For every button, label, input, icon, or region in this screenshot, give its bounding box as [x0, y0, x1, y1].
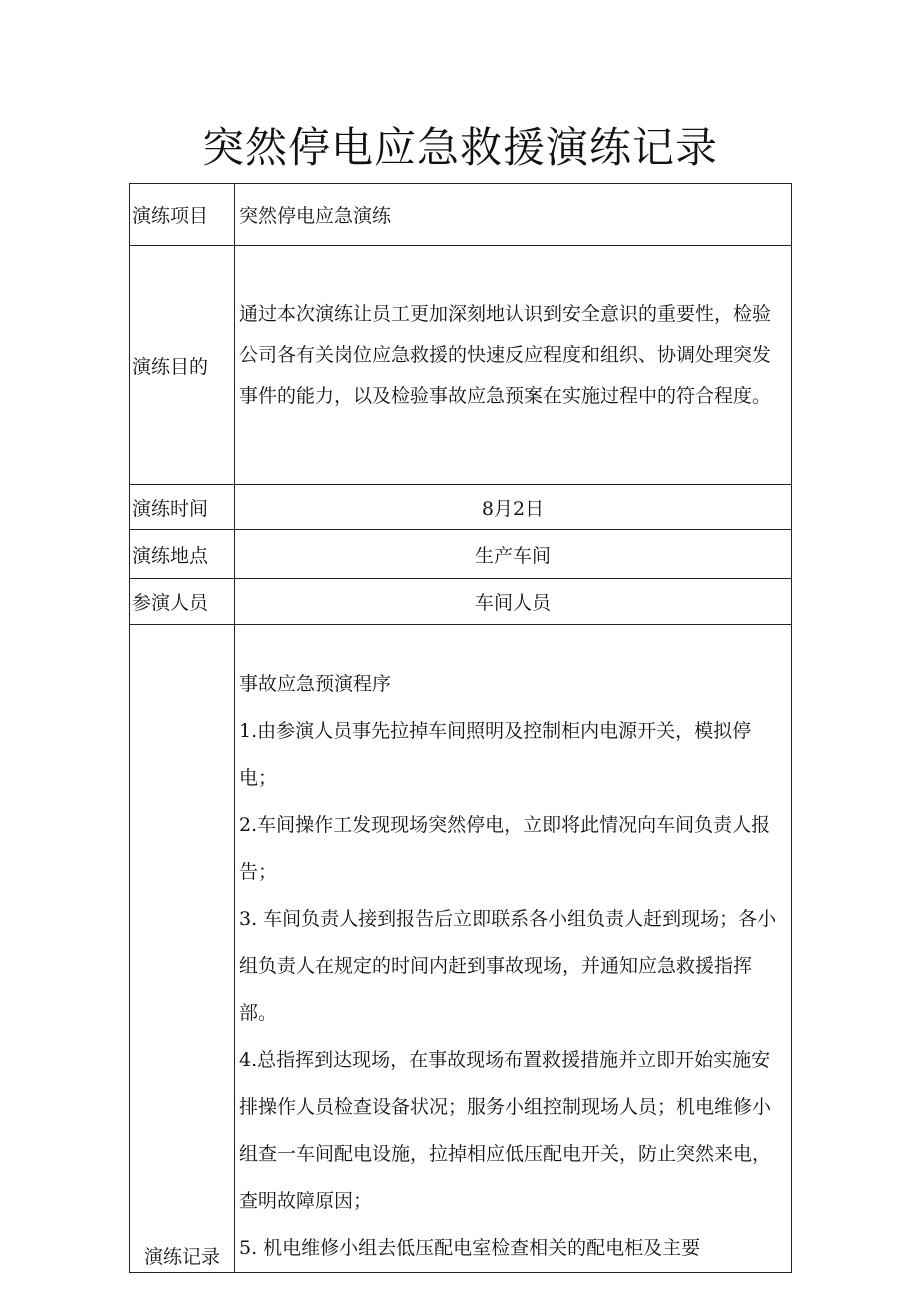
- table-row: [130, 184, 792, 246]
- record-step: 2.车间操作工发现现场突然停电，立即将此情况向车间负责人报告；: [239, 814, 771, 883]
- drill-place-value: 生产车间: [235, 530, 792, 579]
- drill-item-label: 演练项目: [130, 184, 235, 246]
- participants-value: 车间人员: [235, 579, 792, 625]
- table-row: [130, 530, 792, 579]
- drill-place-label: 演练地点: [130, 530, 235, 579]
- record-step: 5. 机电维修小组去低压配电室检查相关的配电柜及主要: [239, 1237, 701, 1259]
- table-row: [130, 579, 792, 625]
- record-step: 1.由参演人员事先拉掉车间照明及控制柜内电源开关，模拟停电；: [239, 720, 752, 789]
- drill-record-table: [129, 183, 792, 1273]
- participants-label: 参演人员: [130, 579, 235, 625]
- drill-record-content: [235, 625, 792, 1273]
- table-row: [130, 625, 792, 1273]
- drill-purpose-label: 演练目的: [130, 246, 235, 485]
- drill-item-value: 突然停电应急演练: [235, 184, 792, 246]
- record-heading: 事故应急预演程序: [239, 673, 392, 695]
- drill-record-label: 演练记录: [130, 625, 235, 1273]
- table-row: [130, 485, 792, 530]
- drill-time-value: 8月2日: [235, 485, 792, 530]
- drill-purpose-value: 通过本次演练让员工更加深刻地认识到安全意识的重要性，检验公司各有关岗位应急救援的快速反应程度和组织、协调处理突发事件的能力，以及检验事故应急预案在实施过程中的符合程度。: [235, 246, 792, 485]
- record-step: 3. 车间负责人接到报告后立即联系各小组负责人赶到现场；各小组负责人在规定的时间内赶到事故现场，并通知应急救援指挥部。: [239, 908, 777, 1024]
- table-row: [130, 246, 792, 485]
- record-step: 4.总指挥到达现场，在事故现场布置救援措施并立即开始实施安排操作人员检查设备状况；服务小组控制现场人员；机电维修小组查一车间配电设施，拉掉相应低压配电开关，防止突然来电，查明故障原因；: [239, 1049, 772, 1212]
- drill-time-label: 演练时间: [130, 485, 235, 530]
- page-title: 突然停电应急救援演练记录: [201, 123, 718, 172]
